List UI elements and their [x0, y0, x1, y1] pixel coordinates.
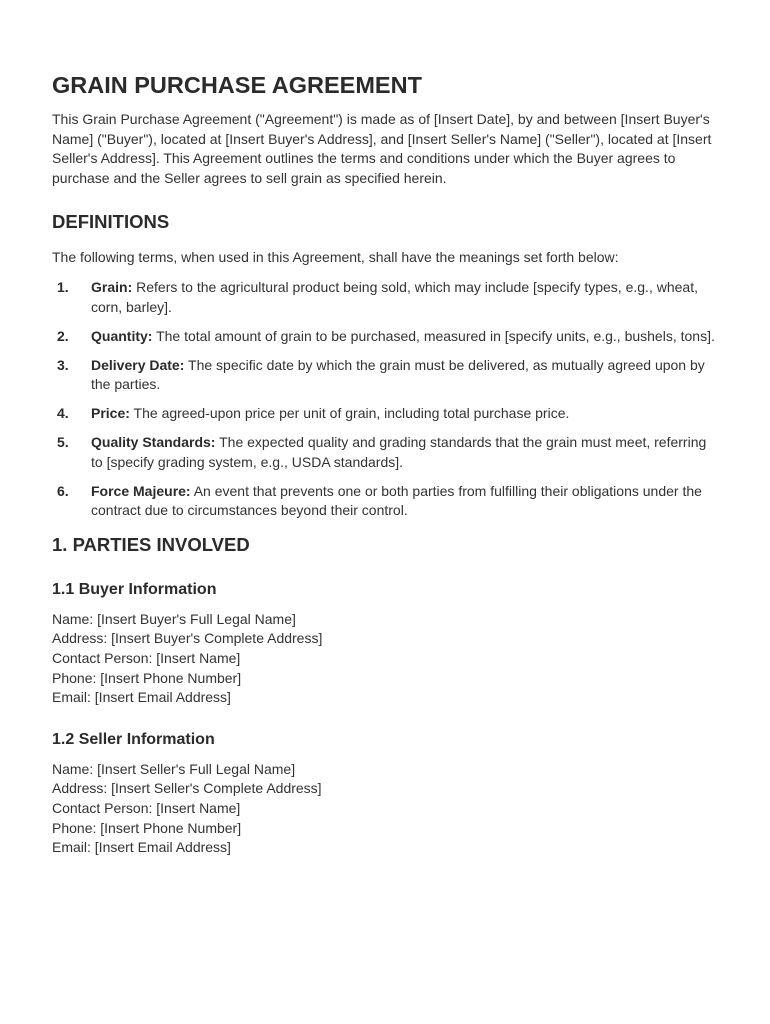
document-title: GRAIN PURCHASE AGREEMENT: [52, 72, 422, 98]
definition-item: [52, 327, 718, 347]
definition-text: An event that prevents one or both parties from fulfilling their obligations under the contract due to circumstances beyond their control.: [91, 482, 702, 519]
definition-number: 3.: [57, 356, 69, 373]
buyer-info-heading: 1.1 Buyer Information: [52, 580, 217, 598]
seller-contact-line: Contact Person: [Insert Name]: [52, 800, 241, 817]
definition-text: The expected quality and grading standards that the grain must meet, referring to [specify grading system, e.g., USDA standards].: [91, 434, 707, 470]
seller-info-block: [52, 760, 718, 858]
buyer-address-line: Address: [Insert Buyer's Complete Address]: [52, 630, 323, 647]
definition-item: [52, 278, 718, 317]
definition-number: 4.: [57, 405, 69, 422]
seller-address-line: Address: [Insert Seller's Complete Address]: [52, 780, 322, 797]
definition-text: The specific date by which the grain must be delivered, as mutually agreed upon by the parties.: [91, 356, 705, 393]
buyer-email-line: Email: [Insert Email Address]: [52, 689, 231, 706]
definition-term: Quantity:: [91, 327, 153, 344]
definition-term: Quality Standards:: [91, 434, 216, 451]
intro-paragraph: This Grain Purchase Agreement ("Agreement") is made as of [Insert Date], by and between [Insert Buyer's Name] ("Buyer"), located at [Insert Buyer's Address], and [Insert Seller's Name] ("Seller"), located at [Insert Seller's Address]. This Agreement outlines the terms and conditions under which the Buyer agrees to purchase and the Seller agrees to sell grain as specified herein.: [52, 111, 712, 186]
definition-item: [52, 356, 718, 395]
seller-phone-line: Phone: [Insert Phone Number]: [52, 819, 242, 836]
definition-term: Delivery Date:: [91, 356, 185, 373]
seller-email-line: Email: [Insert Email Address]: [52, 839, 231, 856]
definition-text: The agreed-upon price per unit of grain, including total purchase price.: [129, 405, 570, 422]
definition-term: Force Majeure:: [91, 482, 191, 499]
definition-number: 5.: [57, 434, 69, 451]
definition-number: 6.: [57, 482, 69, 499]
definition-term: Price:: [91, 405, 130, 422]
definition-item: [52, 404, 718, 424]
definition-number: 1.: [57, 278, 69, 295]
definitions-list: [52, 278, 718, 521]
definition-text: Refers to the agricultural product being sold, which may include [specify types, e.g., wheat, corn, barley].: [91, 278, 698, 315]
buyer-phone-line: Phone: [Insert Phone Number]: [52, 669, 242, 686]
definitions-lead: The following terms, when used in this Agreement, shall have the meanings set forth below:: [52, 249, 619, 266]
buyer-name-line: Name: [Insert Buyer's Full Legal Name]: [52, 610, 296, 627]
definition-item: [52, 482, 718, 521]
definitions-heading: DEFINITIONS: [52, 211, 170, 233]
definition-number: 2.: [57, 327, 69, 344]
definition-term: Grain:: [91, 278, 133, 295]
parties-heading: 1. PARTIES INVOLVED: [52, 533, 250, 555]
definition-item: [52, 433, 718, 472]
seller-name-line: Name: [Insert Seller's Full Legal Name]: [52, 760, 296, 777]
buyer-info-block: [52, 610, 718, 708]
buyer-contact-line: Contact Person: [Insert Name]: [52, 650, 241, 667]
definition-text: The total amount of grain to be purchased, measured in [specify units, e.g., bushels, tons].: [152, 327, 715, 344]
seller-info-heading: 1.2 Seller Information: [52, 730, 215, 748]
